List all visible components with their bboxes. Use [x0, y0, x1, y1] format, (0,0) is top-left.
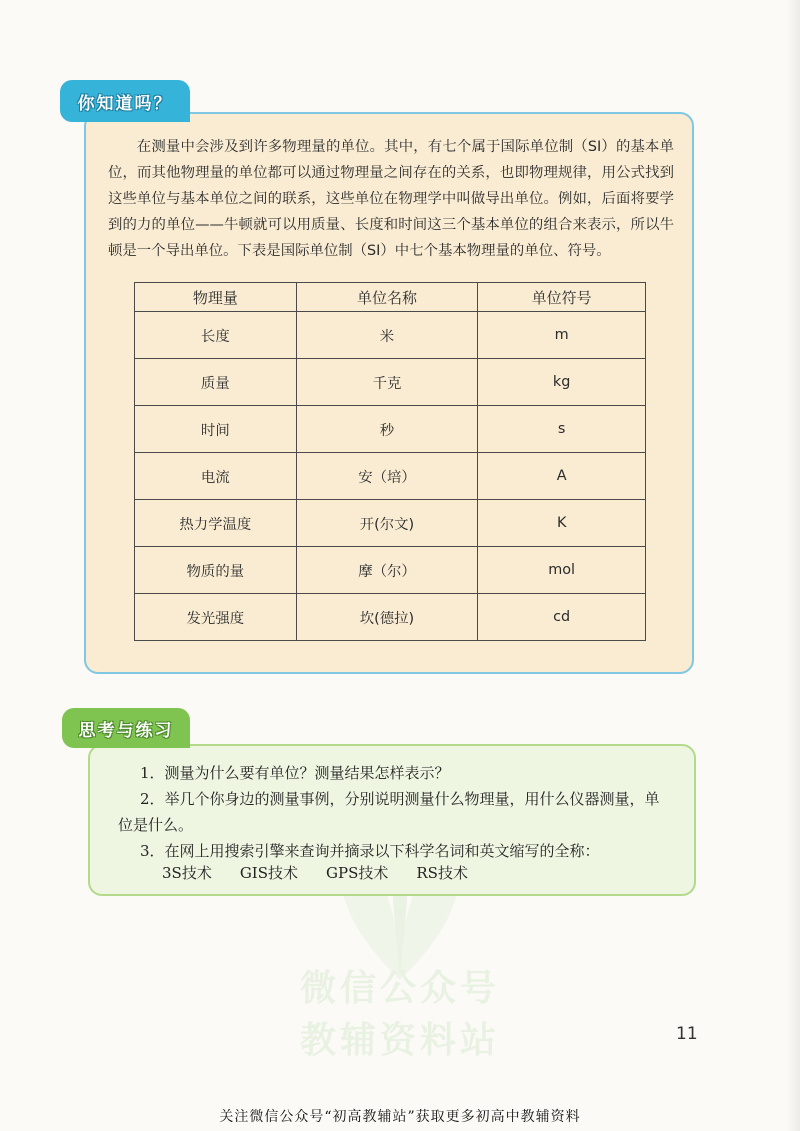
table-row: [135, 547, 646, 594]
question-2: 2．举几个你身边的测量事例，分别说明测量什么物理量，用什么仪器测量，单: [140, 790, 660, 808]
think-and-practice-label: 思考与练习: [62, 708, 190, 748]
cell-quantity: 长度: [135, 312, 297, 359]
si-units-table: [134, 282, 646, 641]
watermark-line1: 微信公众号: [299, 968, 500, 1009]
cell-quantity: 物质的量: [135, 547, 297, 594]
cell-quantity: 时间: [135, 406, 297, 453]
table-row: [135, 453, 646, 500]
question-1: 1．测量为什么要有单位？测量结果怎样表示？: [140, 764, 450, 782]
cell-unit-symbol: cd: [478, 594, 646, 641]
cell-unit-name: 千克: [296, 359, 478, 406]
header-unit-symbol: 单位符号: [478, 283, 646, 312]
table-row: [135, 359, 646, 406]
page-number: 11: [676, 1024, 698, 1044]
cell-unit-name: 米: [296, 312, 478, 359]
cell-quantity: 电流: [135, 453, 297, 500]
cell-unit-symbol: mol: [478, 547, 646, 594]
cell-unit-symbol: A: [478, 453, 646, 500]
term-item: GPS技术: [326, 864, 389, 882]
did-you-know-paragraph: 在测量中会涉及到许多物理量的单位。其中，有七个属于国际单位制（SI）的基本单位，而其他物理量的单位都可以通过物理量之间存在的关系，也即物理规律，用公式找到这些单位与基本单位之间的联系，这些单位在物理学中叫做导出单位。例如，后面将要学到的力的单位——牛顿就可以用质量、长度和时间这三个基本单位的组合来表示，所以牛顿是一个导出单位。下表是国际单位制（SI）中七个基本物理量的单位、符号。: [108, 139, 674, 259]
cell-unit-name: 安（培）: [296, 453, 478, 500]
term-item: RS技术: [416, 864, 468, 882]
table-row: [135, 406, 646, 453]
term-item: GIS技术: [239, 864, 299, 882]
cell-quantity: 热力学温度: [135, 500, 297, 547]
table-row: [135, 500, 646, 547]
table-row: [135, 594, 646, 641]
page-edge-shadow: [786, 0, 800, 1131]
cell-unit-symbol: s: [478, 406, 646, 453]
did-you-know-box: [84, 112, 694, 674]
cell-unit-symbol: kg: [478, 359, 646, 406]
header-unit-name: 单位名称: [296, 283, 478, 312]
term-item: 3S技术: [162, 864, 212, 882]
cell-quantity: 质量: [135, 359, 297, 406]
question-2-continued: 位是什么。: [118, 816, 194, 834]
watermark-line2: 教辅资料站: [299, 1020, 500, 1061]
footer-note: 关注微信公众号“初高教辅站”获取更多初高中教辅资料: [219, 1109, 581, 1125]
did-you-know-label: 你知道吗？: [60, 80, 190, 122]
cell-unit-name: 开(尔文): [296, 500, 478, 547]
header-quantity: 物理量: [135, 283, 297, 312]
cell-unit-name: 坎(德拉): [296, 594, 478, 641]
think-and-practice-box: [88, 744, 696, 896]
cell-unit-symbol: m: [478, 312, 646, 359]
table-row: [135, 312, 646, 359]
cell-quantity: 发光强度: [135, 594, 297, 641]
question-3: 3．在网上用搜索引擎来查询并摘录以下科学名词和英文缩写的全称：: [140, 842, 600, 860]
terms-list: [162, 862, 468, 883]
table-header-row: [135, 283, 646, 312]
cell-unit-symbol: K: [478, 500, 646, 547]
cell-unit-name: 秒: [296, 406, 478, 453]
cell-unit-name: 摩（尔）: [296, 547, 478, 594]
